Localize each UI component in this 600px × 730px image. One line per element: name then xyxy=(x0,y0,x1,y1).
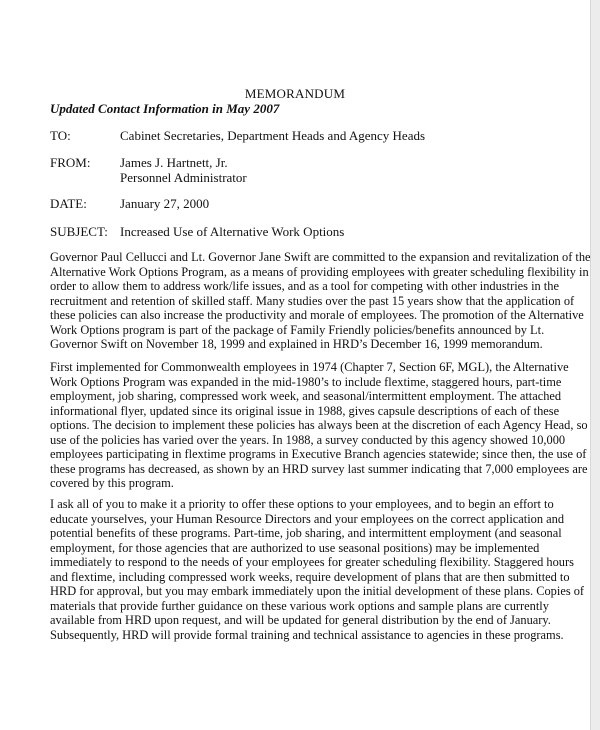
from-name: James J. Hartnett, Jr. xyxy=(120,155,228,170)
body-paragraph-2 xyxy=(50,360,588,491)
body-paragraph-1 xyxy=(50,250,591,352)
paragraph-line: employees participating in flextime programs in Executive Branch agencies statewide; since then, the use of xyxy=(50,447,587,461)
memo-title: MEMORANDUM xyxy=(244,86,346,101)
subject-value: Increased Use of Alternative Work Options xyxy=(120,224,345,239)
paragraph-line: immediately to respond to the needs of your employees for greater scheduling flexibility. Staggered hours xyxy=(50,555,574,569)
paragraph-line: these programs has decreased, as shown by an HRD survey last summer indicating that 7,000 employees are xyxy=(50,461,588,476)
paragraph-line: potential benefits of these programs. Part-time, job sharing, and intermittent employment (and seasonal xyxy=(50,526,562,540)
to-value: Cabinet Secretaries, Department Heads and Agency Heads xyxy=(120,128,426,143)
paragraph-line: materials that provide further guidance on these various work options and sample plans are currently xyxy=(50,598,549,613)
paragraph-line: employment, job sharing, compressed work week, and seasonal/intermittent employment. The attached xyxy=(50,389,562,403)
date-label: DATE: xyxy=(50,196,87,211)
memo-subtitle: Updated Contact Information in May 2007 xyxy=(50,101,280,116)
from-label: FROM: xyxy=(50,155,91,170)
paragraph-line: available from HRD upon request, and will be updated for general distribution by the end of January. xyxy=(50,613,551,627)
to-label: TO: xyxy=(50,128,71,143)
paragraph-line: recruitment and retention of skilled staff. Many studies over the past 15 years show that the application of xyxy=(50,293,575,308)
paragraph-line: I ask all of you to make it a priority to offer these options to your employees, and to begin an effort to xyxy=(50,497,554,511)
from-title: Personnel Administrator xyxy=(120,170,247,185)
paragraph-line: Subsequently, HRD will provide formal training and technical assistance to agencies in these programs. xyxy=(50,627,564,642)
paragraph-line: educate yourselves, your Human Resource Directors and your employees on the correct application and xyxy=(50,511,565,526)
paragraph-line: Work Options program is part of the package of Family Friendly policies/benefits announced by Lt. xyxy=(50,322,545,337)
paragraph-line: Work Options Program was expanded in the mid-1980’s to include flextime, staggered hours, part-time xyxy=(50,374,562,389)
paragraph-line: use of the policies has varied over the years. In 1988, a survey conducted by this agency showed 10,000 xyxy=(50,432,566,447)
paragraph-line: First implemented for Commonwealth employees in 1974 (Chapter 7, Section 6F, MGL), the Alternative xyxy=(50,360,569,374)
paragraph-line: Governor Paul Cellucci and Lt. Governor Jane Swift are committed to the expansion and revitalization of the xyxy=(50,250,591,264)
paragraph-line: Governor Swift on November 18, 1999 and explained in HRD’s December 16, 1999 memorandum. xyxy=(50,337,543,351)
paragraph-line: options. The decision to implement these policies has always been at the discretion of each Agency Head, so xyxy=(50,418,588,432)
subject-label: SUBJECT: xyxy=(50,224,108,239)
paragraph-line: employment, for those agencies that are authorized to use seasonal positions) may be implemented xyxy=(50,540,540,555)
paragraph-line: Alternative Work Options Program, as a means of providing employees with greater scheduling flexibility in xyxy=(50,264,589,279)
paragraph-line: and flextime, including compressed work weeks, require development of plans that are then submitted to xyxy=(50,569,570,584)
scrollbar[interactable] xyxy=(591,0,600,730)
paragraph-line: these policies can also increase the productivity and morale of employees. The promotion of the Alternative xyxy=(50,308,584,322)
body-paragraph-3 xyxy=(50,497,585,642)
date-value: January 27, 2000 xyxy=(120,196,210,211)
paragraph-line: informational flyer, updated since its original issue in 1988, gives capsule descriptions of each of these xyxy=(50,403,560,418)
paragraph-line: order to allow them to address work/life issues, and as a tool for competing with other industries in the xyxy=(50,279,559,293)
paragraph-line: covered by this program. xyxy=(50,476,174,490)
paragraph-line: HRD for approval, but you may embark immediately upon the initial development of these plans. Copies of xyxy=(50,584,585,598)
